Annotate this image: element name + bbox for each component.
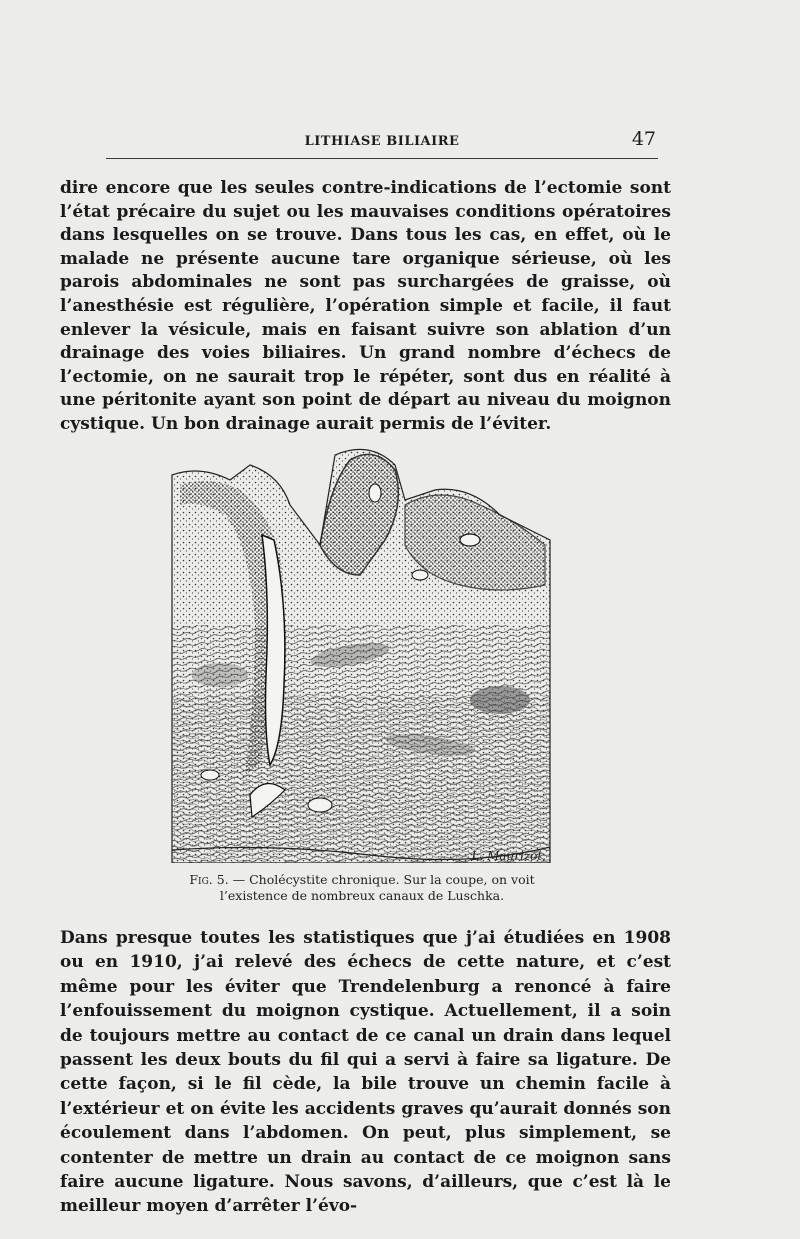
artist-signature: L. Maurizot. bbox=[471, 849, 546, 863]
figure-caption bbox=[160, 872, 564, 904]
figure-caption-text: — Cholécystite chronique. Sur la coupe, on voit l’existence de nombreux canaux de Luschka. bbox=[219, 872, 535, 903]
histology-figure bbox=[170, 445, 552, 863]
page-header bbox=[106, 128, 658, 156]
paragraph-top: dire encore que les seules contre-indications de l’ectomie sont l’état précaire du sujet ou les mauvaises conditions opératoires dans lesquelles on se trouve. Dans tous les cas, en effet, où le malade ne présente aucune tare organique sérieuse, où les parois abdominales ne sont pas surchargées de graisse, où l’anesthésie est régulière, l’opération simple et facile, il faut enlever la vésicule, mais en faisant suivre son ablation d’un drainage des voies biliaires. Un grand nombre d’échecs de l’ectomie, on ne saurait trop le répéter, sont dus en réalité à une péritonite ayant son point de départ au niveau du moignon cystique. Un bon drainage aurait permis de l’éviter. bbox=[60, 178, 671, 434]
running-title: LITHIASE BILIAIRE bbox=[304, 134, 460, 149]
figure-label: Fig. 5. bbox=[189, 872, 229, 887]
page-number: 47 bbox=[631, 128, 656, 150]
header-rule bbox=[106, 158, 658, 159]
histology-illustration bbox=[170, 445, 552, 863]
paragraph-bottom: Dans presque toutes les statistiques que j’ai étudiées en 1908 ou en 1910, j’ai relevé des échecs de cette nature, et c’est même pour les éviter que Trendelenburg a renoncé à faire l’enfouissement du moignon cystique. Actuellement, il a soin de toujours mettre au contact de ce canal un drain dans lequel passent les deux bouts du fil qui a servi à faire sa ligature. De cette façon, si le fil cède, la bile trouve un chemin facile à l’extérieur et on évite les accidents graves qu’aurait donnés son écoulement dans l’abdomen. On peut, plus simplement, se contenter de mettre un drain au contact de ce moignon sans faire aucune ligature. Nous savons, d’ailleurs, que c’est là le meilleur moyen d’arrêter l’évo- bbox=[60, 928, 671, 1217]
